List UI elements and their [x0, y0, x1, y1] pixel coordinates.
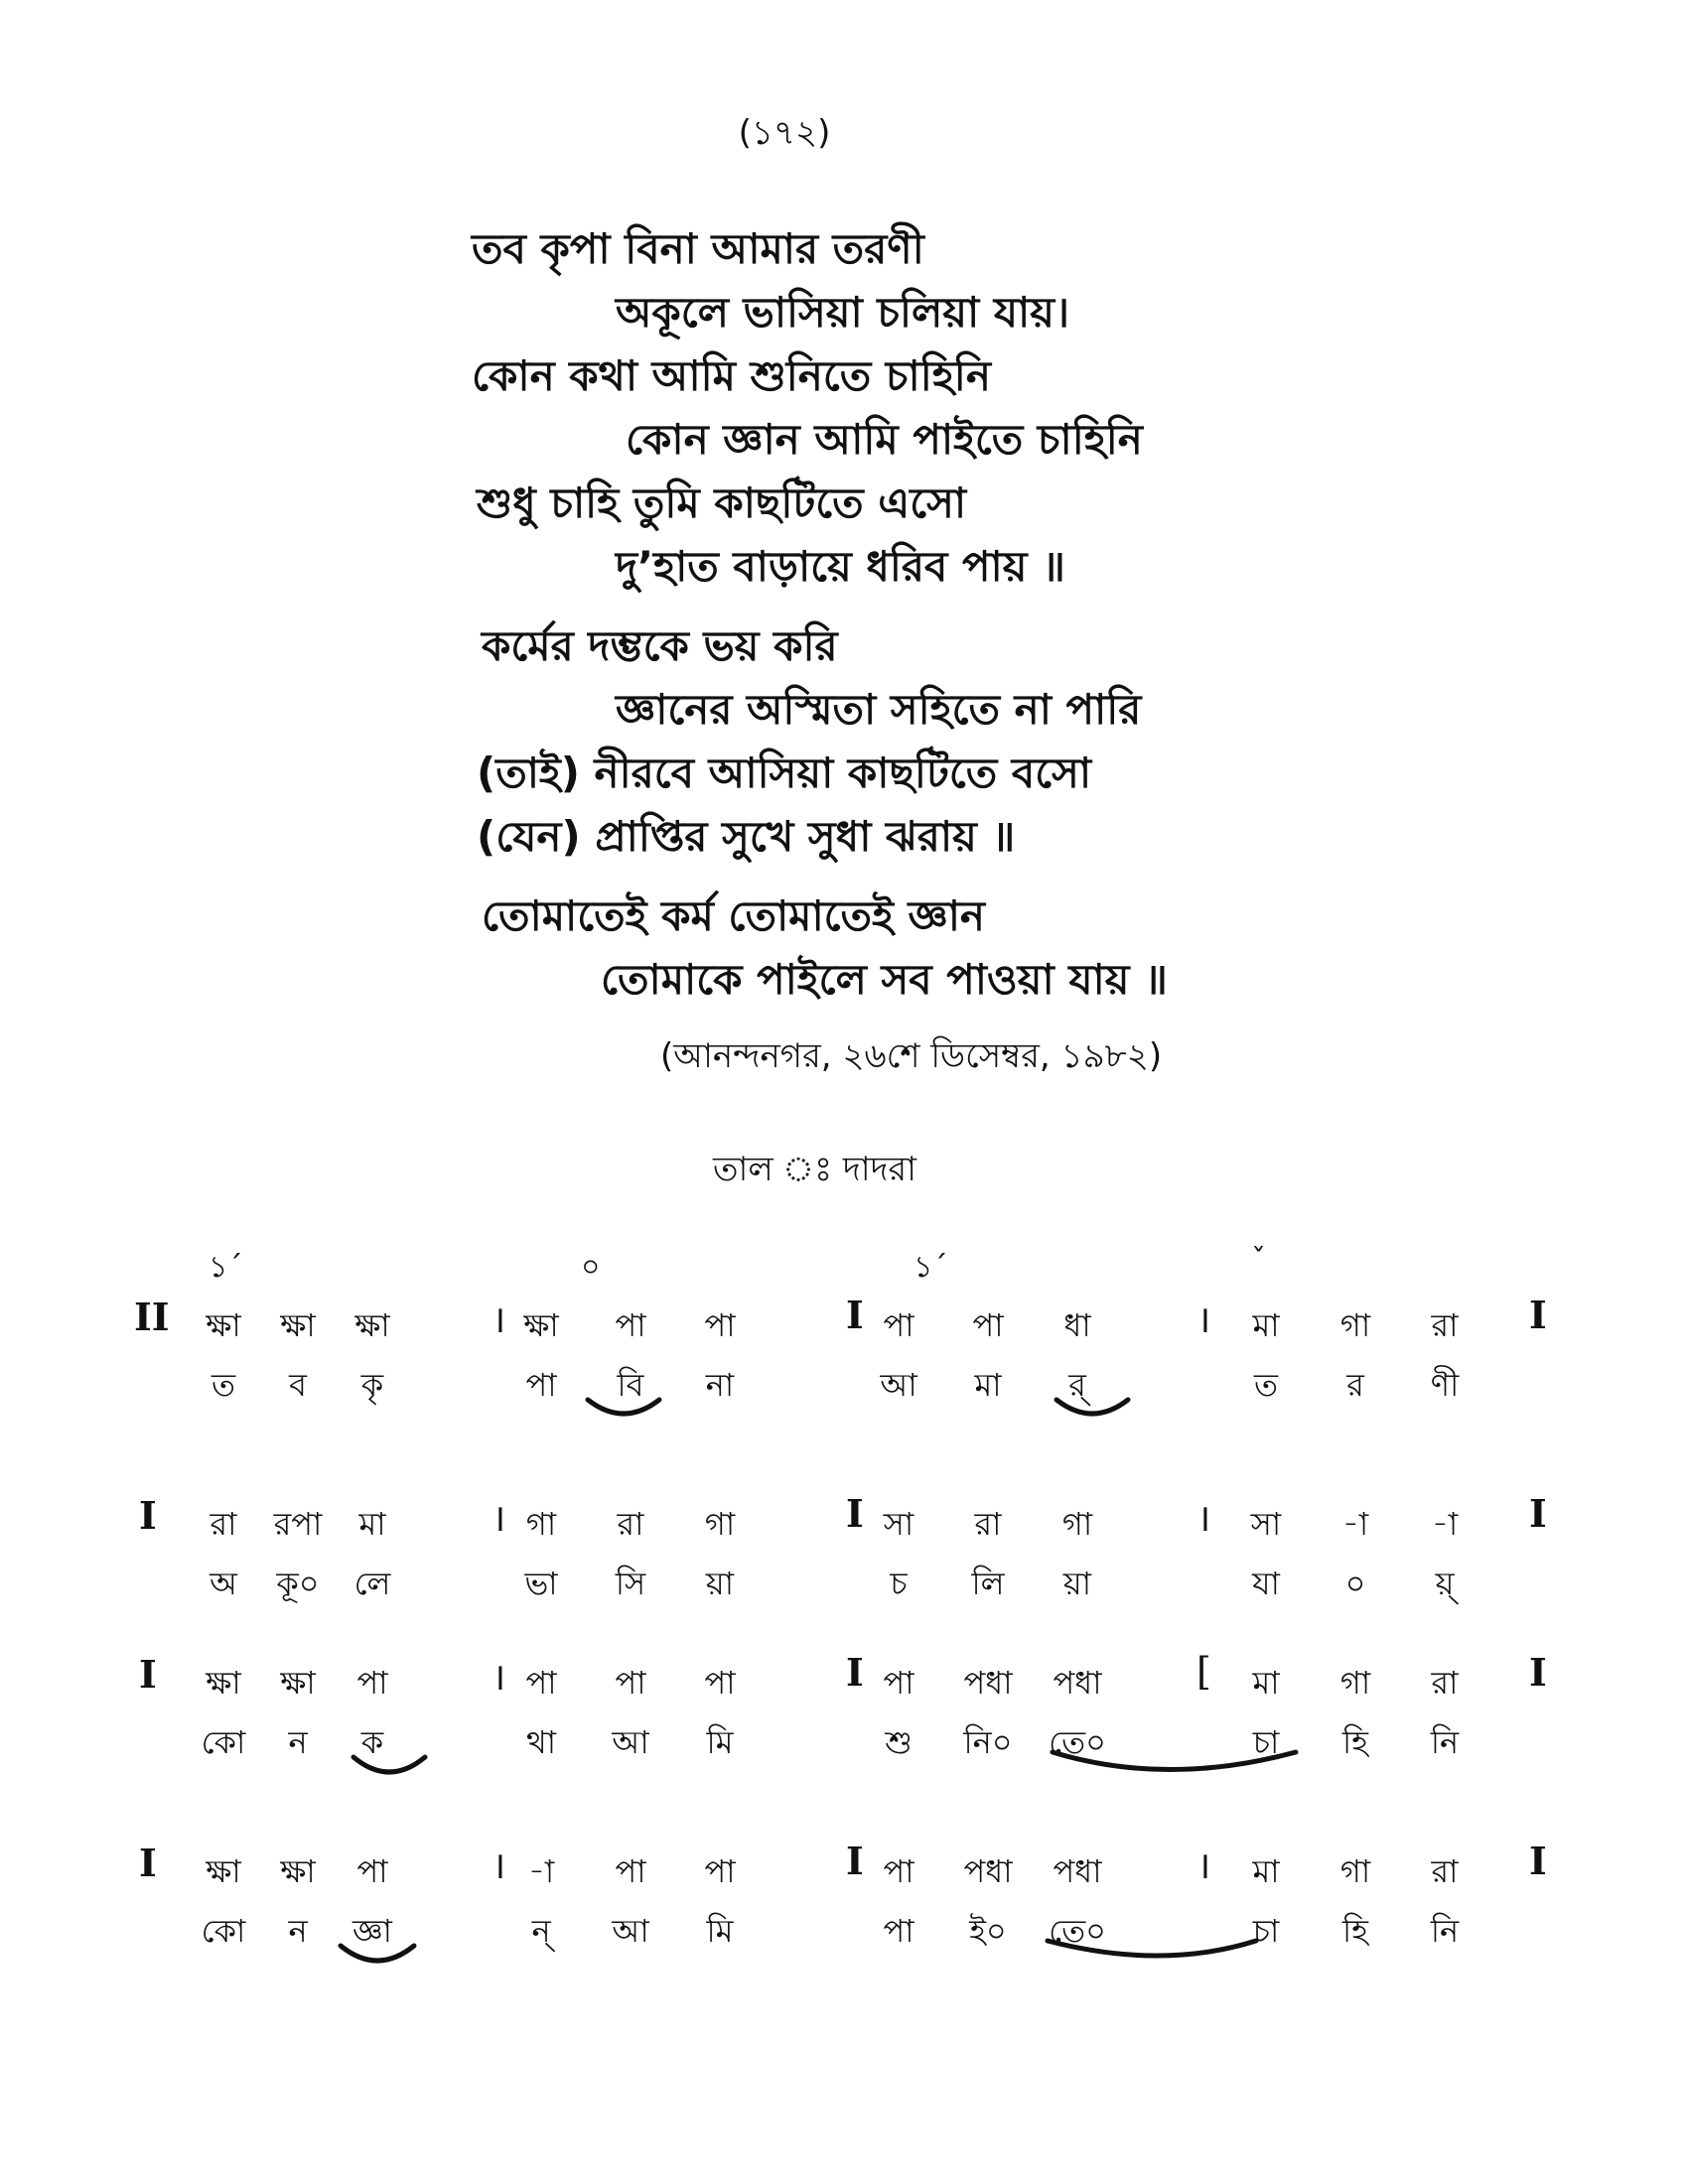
- row-start-mark: I: [139, 1841, 157, 1885]
- lyric-syllable: ন্: [531, 1912, 551, 1950]
- lyric-syllable: ভা: [524, 1565, 558, 1602]
- poem-line: শুধু চাহি তুমি কাছটিতে এসো: [477, 478, 967, 527]
- lyric-syllable: পা: [525, 1366, 557, 1404]
- swara-note: পধা: [1053, 1664, 1102, 1702]
- poem-line: দু’হাত বাড়ায়ে ধরিব পায় ॥: [616, 542, 1065, 591]
- lyric-syllable: মি: [706, 1912, 734, 1950]
- bar-line: I: [846, 1293, 864, 1337]
- lyric-syllable: ন: [288, 1912, 308, 1950]
- poem-line: (তাই) নীরবে আসিয়া কাছটিতে বসো: [477, 749, 1092, 797]
- poem-line: কর্মের দম্ভকে ভয় করি: [482, 621, 838, 670]
- lyric-syllable: যা: [1252, 1565, 1280, 1602]
- swara-note: পা: [356, 1852, 388, 1890]
- lyric-syllable: য়া: [705, 1565, 735, 1602]
- swara-note: পা: [525, 1664, 557, 1702]
- page-number: (১৭২): [738, 113, 831, 153]
- swara-note: পধা: [1053, 1852, 1102, 1890]
- bar-line: I: [846, 1839, 864, 1883]
- swara-note: গা: [525, 1505, 557, 1543]
- swara-note: -া: [1341, 1505, 1369, 1543]
- swara-note: রা: [974, 1505, 1002, 1543]
- lyric-syllable: ই০: [969, 1912, 1007, 1950]
- poem-line: তোমাকে পাইলে সব পাওয়া যায় ॥: [601, 955, 1168, 1004]
- row-start-mark: I: [139, 1652, 157, 1697]
- swara-note: পা: [615, 1306, 646, 1344]
- lyric-syllable: ০: [1344, 1565, 1366, 1602]
- swara-note: পা: [883, 1306, 914, 1344]
- bar-line: I: [1529, 1293, 1547, 1337]
- swara-note: পা: [704, 1664, 736, 1702]
- swara-note: ধা: [1063, 1306, 1091, 1344]
- lyric-syllable: সি: [615, 1565, 646, 1602]
- bar-line: ।: [1196, 1843, 1211, 1887]
- swara-note: রা: [1431, 1852, 1459, 1890]
- lyric-syllable: নি: [1430, 1723, 1460, 1761]
- lyric-syllable: জ্ঞা: [352, 1912, 392, 1950]
- swara-note: ক্ষা: [280, 1664, 316, 1702]
- lyric-syllable: ন: [288, 1723, 308, 1761]
- lyric-syllable: লি: [971, 1565, 1005, 1602]
- swara-note: ক্ষা: [354, 1306, 390, 1344]
- swara-note: গা: [1339, 1306, 1371, 1344]
- swara-note: ক্ষা: [523, 1306, 559, 1344]
- beat-mark: ১´: [209, 1250, 243, 1285]
- lyric-syllable: আ: [880, 1366, 917, 1404]
- swara-note: পা: [972, 1306, 1004, 1344]
- lyric-syllable: মা: [974, 1366, 1002, 1404]
- bar-line: I: [1529, 1839, 1547, 1883]
- lyric-syllable: চা: [1252, 1912, 1280, 1950]
- swara-note: ক্ষা: [206, 1664, 241, 1702]
- swara-note: ক্ষা: [280, 1306, 316, 1344]
- poem-line: অকূলে ভাসিয়া চলিয়া যায়।: [616, 288, 1069, 337]
- lyric-syllable: কো: [201, 1723, 246, 1761]
- poem-line: (যেন) প্রাপ্তির সুখে সুধা ঝরায় ॥: [477, 812, 1016, 861]
- taal-heading: তাল ঃ দাদরা: [713, 1150, 917, 1189]
- swara-note: গা: [1339, 1664, 1371, 1702]
- lyric-syllable: মি: [706, 1723, 734, 1761]
- lyric-syllable: হি: [1342, 1912, 1368, 1950]
- beat-mark: ১´: [914, 1250, 948, 1285]
- swara-note: মা: [358, 1505, 386, 1543]
- bar-line: ।: [492, 1843, 506, 1887]
- swara-note: পা: [615, 1852, 646, 1890]
- lyric-syllable: আ: [612, 1723, 649, 1761]
- bar-line: I: [846, 1650, 864, 1695]
- lyric-syllable: য়্: [1435, 1565, 1455, 1602]
- lyric-syllable: চ: [890, 1565, 908, 1602]
- swara-note: পা: [704, 1852, 736, 1890]
- bar-line: I: [1529, 1491, 1547, 1536]
- lyric-syllable: বি: [617, 1366, 644, 1404]
- poem-line: কোন জ্ঞান আমি পাইতে চাহিনি: [626, 415, 1143, 464]
- bar-line: ।: [492, 1297, 506, 1341]
- swara-note: রা: [1431, 1306, 1459, 1344]
- row-start-mark: II: [134, 1295, 170, 1339]
- row-start-mark: I: [139, 1493, 157, 1538]
- swara-note: -া: [527, 1852, 555, 1890]
- swara-note: পা: [883, 1852, 914, 1890]
- lyric-syllable: আ: [612, 1912, 649, 1950]
- lyric-syllable: ক: [360, 1723, 384, 1761]
- swara-note: পা: [883, 1664, 914, 1702]
- swara-note: পা: [615, 1664, 646, 1702]
- bar-line: [: [1196, 1650, 1211, 1694]
- beat-mark: ˇ: [1251, 1243, 1266, 1278]
- swara-note: রা: [617, 1505, 644, 1543]
- lyric-syllable: অ: [210, 1565, 237, 1602]
- swara-note: ক্ষা: [206, 1306, 241, 1344]
- lyric-syllable: লে: [353, 1565, 391, 1602]
- lyric-syllable: নি০: [963, 1723, 1013, 1761]
- lyric-syllable: থা: [525, 1723, 556, 1761]
- lyric-syllable: শু: [885, 1723, 913, 1761]
- beat-mark: ০: [581, 1250, 601, 1285]
- swara-note: -া: [1431, 1505, 1459, 1543]
- bar-line: ।: [1196, 1496, 1211, 1540]
- swara-note: পধা: [963, 1852, 1013, 1890]
- swara-note: গা: [1061, 1505, 1093, 1543]
- bar-line: ।: [492, 1496, 506, 1540]
- lyric-syllable: হি: [1342, 1723, 1368, 1761]
- swara-note: রা: [1431, 1664, 1459, 1702]
- lyric-syllable: তে০: [1049, 1723, 1106, 1761]
- bar-line: ।: [492, 1655, 506, 1699]
- swara-note: ক্ষা: [206, 1852, 241, 1890]
- swara-note: পধা: [963, 1664, 1013, 1702]
- lyric-syllable: কৃ: [360, 1366, 384, 1404]
- swara-note: পা: [704, 1306, 736, 1344]
- swara-note: রপা: [273, 1505, 323, 1543]
- swara-note: সা: [1250, 1505, 1282, 1543]
- lyric-syllable: কো: [201, 1912, 246, 1950]
- swara-note: মা: [1252, 1306, 1280, 1344]
- swara-note: সা: [883, 1505, 914, 1543]
- lyric-syllable: ব: [289, 1366, 307, 1404]
- swara-note: মা: [1252, 1852, 1280, 1890]
- poem-line: কোন কথা আমি শুনিতে চাহিনি: [472, 351, 991, 400]
- bar-line: I: [1529, 1650, 1547, 1695]
- swara-note: রা: [210, 1505, 237, 1543]
- swara-note: ক্ষা: [280, 1852, 316, 1890]
- lyric-syllable: কূ০: [276, 1565, 320, 1602]
- lyric-syllable: র: [1346, 1366, 1364, 1404]
- bar-line: I: [846, 1491, 864, 1536]
- swara-note: মা: [1252, 1664, 1280, 1702]
- poem-line: তোমাতেই কর্ম তোমাতেই জ্ঞান: [482, 891, 985, 940]
- lyric-syllable: য়া: [1062, 1565, 1092, 1602]
- lyric-syllable: তে০: [1049, 1912, 1106, 1950]
- lyric-syllable: ণী: [1430, 1366, 1460, 1404]
- lyric-syllable: র্: [1068, 1366, 1086, 1404]
- lyric-syllable: চা: [1252, 1723, 1280, 1761]
- swara-note: গা: [1339, 1852, 1371, 1890]
- lyric-syllable: নি: [1430, 1912, 1460, 1950]
- lyric-syllable: না: [705, 1366, 735, 1404]
- poem-line: জ্ঞানের অস্মিতা সহিতে না পারি: [616, 685, 1142, 734]
- swara-note: পা: [356, 1664, 388, 1702]
- bar-line: ।: [1196, 1297, 1211, 1341]
- lyric-syllable: পা: [883, 1912, 914, 1950]
- lyric-syllable: ত: [211, 1366, 235, 1404]
- poem-footer: (আনন্দনগর, ২৬শে ডিসেম্বর, ১৯৮২): [660, 1036, 1163, 1076]
- swara-note: গা: [704, 1505, 736, 1543]
- poem-line: তব কৃপা বিনা আমার তরণী: [472, 224, 924, 273]
- lyric-syllable: ত: [1253, 1366, 1278, 1404]
